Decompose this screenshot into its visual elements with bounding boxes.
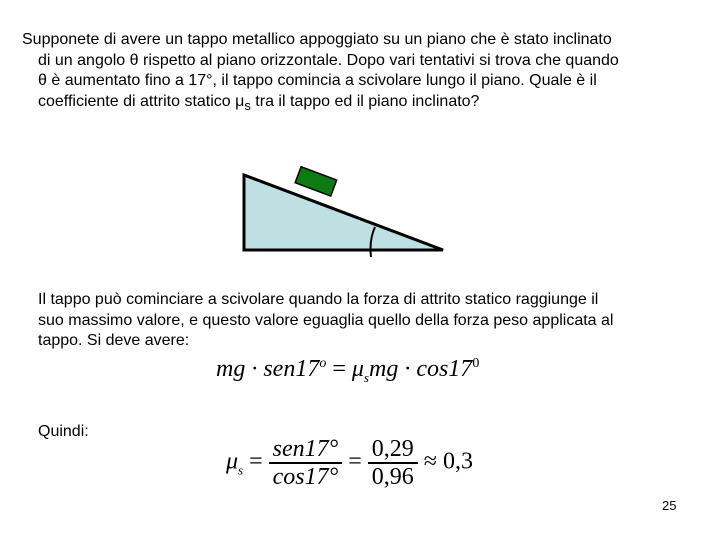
problem-line-2 xyxy=(22,51,619,72)
fraction-1 xyxy=(269,436,343,490)
degree: o xyxy=(319,356,327,371)
numerator: 0,29 xyxy=(368,436,418,464)
text: rispetto al piano orizzontale. Dopo vari tentativi si trova che quando xyxy=(138,51,619,69)
text: coefficiente di attrito statico xyxy=(38,92,236,110)
text: è aumentato fino a 17°, il tappo comincia a scivolare lungo il piano. Quale è il xyxy=(46,72,597,89)
mu: μ xyxy=(226,448,239,475)
solution-line-3: tappo. Si deve avere: xyxy=(38,332,190,349)
quindi-label: Quindi: xyxy=(38,423,89,440)
problem-line-4 xyxy=(22,92,619,117)
solution-text xyxy=(38,290,613,352)
denominator: 0,96 xyxy=(371,464,414,490)
eq-lhs: mg · sen17 xyxy=(216,356,320,382)
inclined-plane-diagram xyxy=(230,165,460,265)
text: di un angolo xyxy=(38,51,130,69)
theta-symbol: θ xyxy=(129,51,139,69)
numerator: sen17° xyxy=(269,436,343,464)
degree: 0 xyxy=(472,356,480,371)
equals: = xyxy=(326,356,352,382)
solution-line-2: suo massimo valore, e questo valore eguaglia quello della forza peso applicata al xyxy=(38,311,614,329)
problem-text xyxy=(22,30,619,116)
eq-rhs: mg · cos17 xyxy=(368,356,473,382)
text: tra il tappo ed il piano inclinato? xyxy=(250,92,480,110)
block xyxy=(295,167,337,196)
page-number: 25 xyxy=(662,498,677,513)
fraction-2 xyxy=(368,436,418,490)
incline-triangle xyxy=(244,175,443,250)
subscript: s xyxy=(238,462,244,478)
equation-1 xyxy=(216,356,479,386)
theta-symbol: θ xyxy=(38,72,47,89)
approx-result: ≈ 0,3 xyxy=(417,448,473,475)
equals: = xyxy=(342,448,368,475)
solution-line-1: Il tappo può cominciare a scivolare quando la forza di attrito statico raggiunge il xyxy=(38,291,599,308)
subscript: s xyxy=(244,97,251,113)
mu-symbol: μ xyxy=(235,92,245,110)
equation-2 xyxy=(226,436,473,490)
equals: = xyxy=(243,448,269,475)
problem-line-3 xyxy=(22,71,619,92)
mu: μ xyxy=(351,356,364,382)
denominator: cos17° xyxy=(272,464,339,490)
subscript: s xyxy=(363,369,369,385)
problem-line-1: Supponete di avere un tappo metallico appoggiato su un piano che è stato inclinato xyxy=(22,31,612,48)
